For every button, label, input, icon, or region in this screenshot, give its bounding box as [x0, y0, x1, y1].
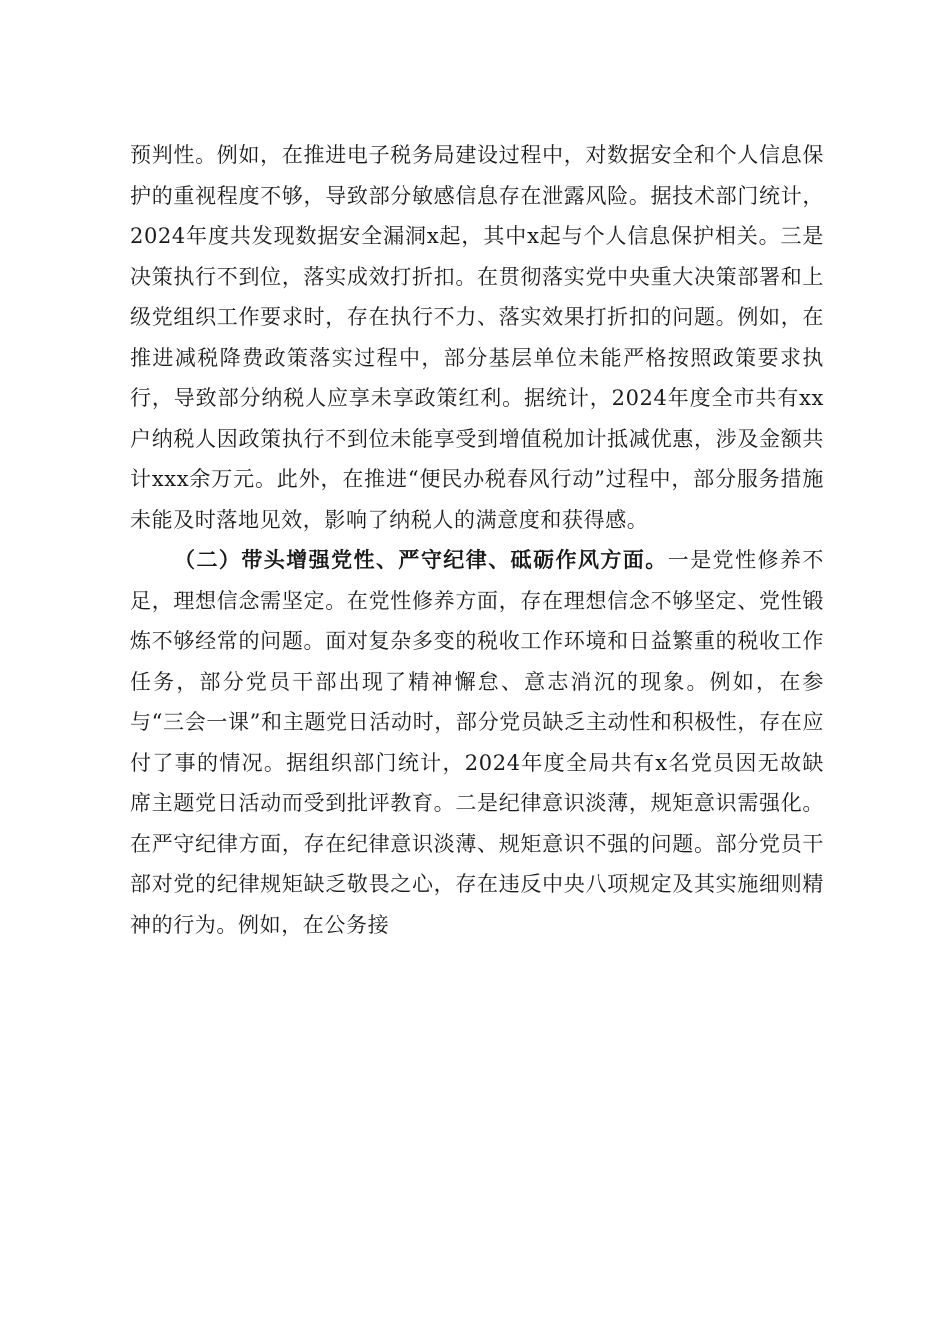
document-body — [130, 135, 824, 945]
section-heading: （二）带头增强党性、严守纪律、砥砺作风方面。 — [174, 547, 668, 572]
paragraph-text: 一是党性修养不足，理想信念需坚定。在党性修养方面，存在理想信念不够坚定、党性锻炼不够经常的问题。面对复杂多变的税收工作环境和日益繁重的税收工作任务，部分党员干部出现了精神懈怠、意志消沉的现象。例如，在参与“三会一课”和主题党日活动时，部分党员缺乏主动性和积极性，存在应付了事的情况。据组织部门统计，2024年度全局共有x名党员因无故缺席主题党日活动而受到批评教育。二是纪律意识淡薄，规矩意识需强化。在严守纪律方面，存在纪律意识淡薄、规矩意识不强的问题。部分党员干部对党的纪律规矩缺乏敬畏之心，存在违反中央八项规定及其实施细则精神的行为。例如，在公务接 — [130, 548, 825, 937]
paragraph-text: 预判性。例如，在推进电子税务局建设过程中，对数据安全和个人信息保护的重视程度不够，导致部分敏感信息存在泄露风险。据技术部门统计，2024年度共发现数据安全漏洞x起，其中x起与个人信息保护相关。三是决策执行不到位，落实成效打折扣。在贯彻落实党中央重大决策部署和上级党组织工作要求时，存在执行不力、落实效果打折扣的问题。例如，在推进减税降费政策落实过程中，部分基层单位未能严格按照政策要求执行，导致部分纳税人应享未享政策红利。据统计，2024年度全市共有xx户纳税人因政策执行不到位未能享受到增值税加计抵减优惠，涉及金额共计xxx余万元。此外，在推进“便民办税春风行动”过程中，部分服务措施未能及时落地见效，影响了纳税人的满意度和获得感。 — [130, 143, 824, 532]
paragraph-section-two — [130, 540, 824, 945]
paragraph-continued — [130, 135, 824, 540]
